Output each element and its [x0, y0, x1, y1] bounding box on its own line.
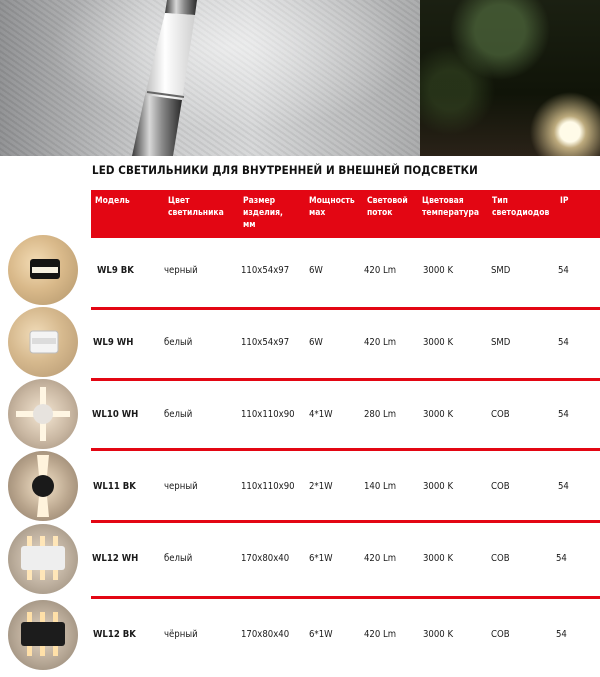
stucco-wall-photo [0, 0, 420, 156]
table-cell-led: COB [491, 629, 510, 640]
table-cell-temp: 3000 K [423, 481, 454, 492]
garden-night-photo [420, 0, 600, 156]
row-divider [91, 378, 600, 381]
table-cell-color: белый [164, 337, 193, 348]
table-cell-led: SMD [491, 337, 511, 348]
table-cell-ip: 54 [556, 553, 567, 564]
table-cell-size: 170x80x40 [241, 553, 290, 564]
table-cell-power: 4*1W [309, 409, 333, 420]
table-cell-temp: 3000 K [423, 629, 454, 640]
table-cell-power: 6W [309, 265, 323, 276]
table-cell-color: черный [164, 481, 198, 492]
row-divider [91, 448, 600, 451]
table-cell-flux: 420 Lm [364, 337, 397, 348]
table-cell-size: 110x110x90 [241, 481, 295, 492]
wl10-wh-lamp-icon [8, 379, 78, 449]
table-cell-size: 110x110x90 [241, 409, 295, 420]
table-cell-ip: 54 [556, 629, 567, 640]
header-temp: Цветовая температура [422, 196, 480, 218]
table-cell-color: черный [164, 265, 198, 276]
table-cell-flux: 420 Lm [364, 265, 397, 276]
wl11-bk-lamp-icon [8, 451, 78, 521]
wl9-wh-lamp-icon [8, 307, 78, 377]
page-title: LED СВЕТИЛЬНИКИ ДЛЯ ВНУТРЕННЕЙ И ВНЕШНЕЙ ПОДСВЕТКИ [92, 163, 478, 177]
header-banner [0, 0, 600, 156]
table-cell-size: 110x54x97 [241, 265, 290, 276]
table-cell-model: WL9 WH [93, 337, 134, 348]
table-cell-power: 6*1W [309, 553, 333, 564]
wl12-bk-lamp-icon [8, 600, 78, 670]
table-cell-temp: 3000 K [423, 553, 454, 564]
bollard-lamp-photo [105, 0, 210, 156]
table-cell-model: WL11 BK [93, 481, 136, 492]
row-divider [91, 520, 600, 523]
table-cell-led: COB [491, 409, 510, 420]
header-flux: Световой поток [367, 196, 408, 218]
row-divider [91, 307, 600, 310]
table-cell-size: 170x80x40 [241, 629, 290, 640]
table-cell-size: 110x54x97 [241, 337, 290, 348]
table-cell-ip: 54 [558, 409, 569, 420]
table-cell-model: WL9 BK [97, 265, 134, 276]
table-cell-ip: 54 [558, 265, 569, 276]
header-model: Модель [95, 196, 130, 206]
table-cell-model: WL12 BK [93, 629, 136, 640]
table-cell-temp: 3000 K [423, 265, 454, 276]
table-cell-flux: 420 Lm [364, 553, 397, 564]
table-cell-color: чёрный [164, 629, 198, 640]
table-cell-led: COB [491, 553, 510, 564]
table-cell-color: белый [164, 553, 193, 564]
table-cell-led: COB [491, 481, 510, 492]
header-led: Тип светодиодов [492, 196, 550, 218]
table-cell-power: 6W [309, 337, 323, 348]
table-cell-temp: 3000 K [423, 409, 454, 420]
table-cell-power: 2*1W [309, 481, 333, 492]
table-cell-power: 6*1W [309, 629, 333, 640]
wl9-bk-lamp-icon [8, 235, 78, 305]
table-cell-flux: 420 Lm [364, 629, 397, 640]
row-divider [91, 596, 600, 599]
header-color: Цвет светильника [168, 196, 224, 218]
table-header [91, 190, 600, 238]
table-cell-flux: 280 Lm [364, 409, 397, 420]
wl12-wh-lamp-icon [8, 524, 78, 594]
table-cell-model: WL10 WH [92, 409, 139, 420]
header-size: Размер изделия, мм [243, 196, 283, 230]
table-cell-temp: 3000 K [423, 337, 454, 348]
table-cell-model: WL12 WH [92, 553, 139, 564]
header-ip: IP [560, 196, 569, 206]
table-cell-ip: 54 [558, 481, 569, 492]
table-cell-color: белый [164, 409, 193, 420]
header-power: Мощность мах [309, 196, 355, 218]
table-cell-ip: 54 [558, 337, 569, 348]
table-cell-flux: 140 Lm [364, 481, 397, 492]
table-cell-led: SMD [491, 265, 511, 276]
